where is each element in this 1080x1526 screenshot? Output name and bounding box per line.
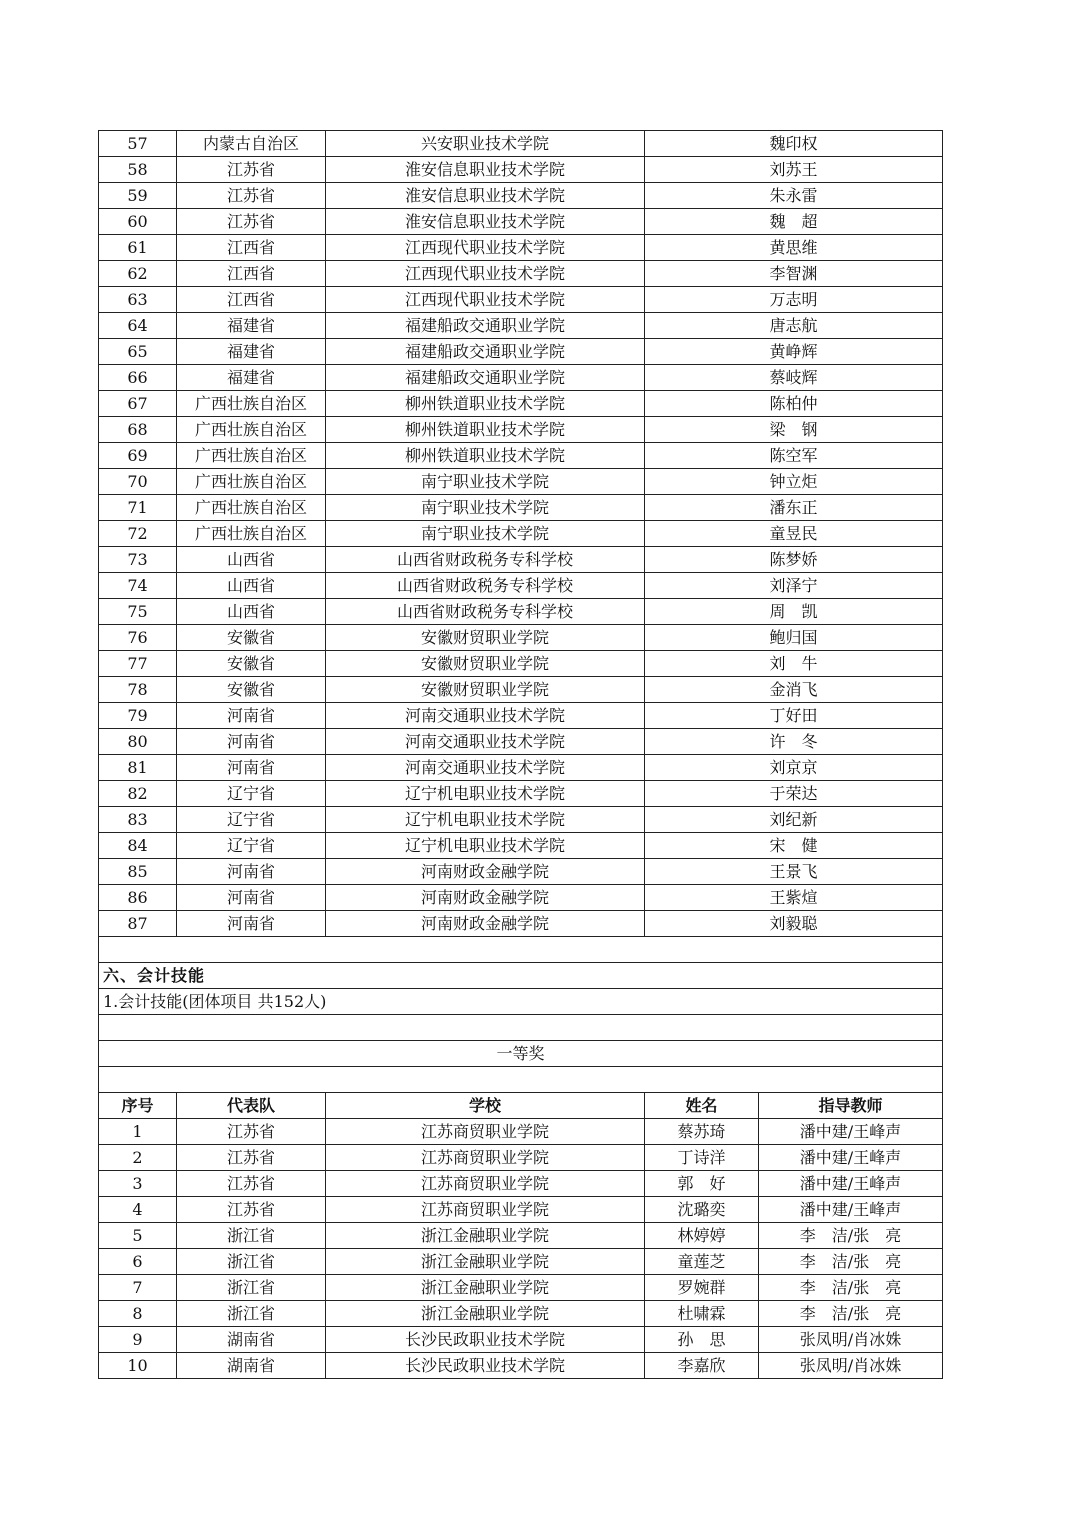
- cell-team: 广西壮族自治区: [177, 391, 326, 417]
- cell-name: 刘 牛: [645, 651, 943, 677]
- cell-team: 广西壮族自治区: [177, 417, 326, 443]
- header-no: 序号: [99, 1093, 177, 1119]
- cell-school: 浙江金融职业学院: [326, 1275, 645, 1301]
- cell-team: 浙江省: [177, 1301, 326, 1327]
- cell-team: 广西壮族自治区: [177, 443, 326, 469]
- cell-no: 58: [99, 157, 177, 183]
- cell-team: 河南省: [177, 859, 326, 885]
- cell-name: 丁好田: [645, 703, 943, 729]
- cell-school: 南宁职业技术学院: [326, 521, 645, 547]
- cell-name: 许 冬: [645, 729, 943, 755]
- cell-name: 刘苏王: [645, 157, 943, 183]
- cell-teacher: 张凤明/肖冰姝: [759, 1353, 943, 1379]
- cell-team: 广西壮族自治区: [177, 495, 326, 521]
- cell-name: 蔡岐辉: [645, 365, 943, 391]
- cell-no: 67: [99, 391, 177, 417]
- cell-team: 江苏省: [177, 1197, 326, 1223]
- table-row: [99, 1353, 943, 1379]
- cell-name: 杜啸霖: [645, 1301, 759, 1327]
- table-row: [99, 235, 943, 261]
- table-row: [99, 911, 943, 937]
- table-row: [99, 417, 943, 443]
- cell-team: 内蒙古自治区: [177, 131, 326, 157]
- table-row: [99, 677, 943, 703]
- cell-school: 江苏商贸职业学院: [326, 1119, 645, 1145]
- cell-school: 江西现代职业技术学院: [326, 287, 645, 313]
- cell-name: 于荣达: [645, 781, 943, 807]
- table-row: [99, 703, 943, 729]
- cell-team: 河南省: [177, 885, 326, 911]
- table-row: [99, 781, 943, 807]
- cell-name: 朱永雷: [645, 183, 943, 209]
- table-row: [99, 469, 943, 495]
- cell-team: 江西省: [177, 235, 326, 261]
- table-row: [99, 365, 943, 391]
- table-row: [99, 1119, 943, 1145]
- cell-name: 魏 超: [645, 209, 943, 235]
- cell-team: 福建省: [177, 313, 326, 339]
- table-row: [99, 833, 943, 859]
- cell-school: 安徽财贸职业学院: [326, 625, 645, 651]
- table-row: [99, 261, 943, 287]
- cell-school: 江西现代职业技术学院: [326, 261, 645, 287]
- cell-no: 10: [99, 1353, 177, 1379]
- cell-school: 江苏商贸职业学院: [326, 1197, 645, 1223]
- cell-team: 江苏省: [177, 209, 326, 235]
- cell-school: 辽宁机电职业技术学院: [326, 833, 645, 859]
- cell-name: 刘纪新: [645, 807, 943, 833]
- table-row: [99, 651, 943, 677]
- cell-team: 山西省: [177, 573, 326, 599]
- cell-school: 河南财政金融学院: [326, 885, 645, 911]
- cell-no: 74: [99, 573, 177, 599]
- cell-team: 福建省: [177, 339, 326, 365]
- cell-no: 73: [99, 547, 177, 573]
- cell-school: 山西省财政税务专科学校: [326, 573, 645, 599]
- cell-school: 淮安信息职业技术学院: [326, 183, 645, 209]
- cell-teacher: 潘中建/王峰声: [759, 1197, 943, 1223]
- cell-no: 4: [99, 1197, 177, 1223]
- table-row: [99, 495, 943, 521]
- table-row: [99, 183, 943, 209]
- cell-teacher: 李 洁/张 亮: [759, 1275, 943, 1301]
- table-2-header: [99, 1093, 943, 1119]
- cell-school: 河南财政金融学院: [326, 859, 645, 885]
- cell-no: 2: [99, 1145, 177, 1171]
- cell-no: 76: [99, 625, 177, 651]
- section-block: [99, 937, 943, 1119]
- table-row: [99, 391, 943, 417]
- cell-team: 辽宁省: [177, 781, 326, 807]
- cell-name: 童昱民: [645, 521, 943, 547]
- cell-name: 黄思维: [645, 235, 943, 261]
- cell-school: 安徽财贸职业学院: [326, 651, 645, 677]
- cell-team: 湖南省: [177, 1327, 326, 1353]
- cell-school: 江苏商贸职业学院: [326, 1145, 645, 1171]
- cell-no: 81: [99, 755, 177, 781]
- table-row: [99, 1301, 943, 1327]
- cell-school: 淮安信息职业技术学院: [326, 157, 645, 183]
- header-name: 姓名: [645, 1093, 759, 1119]
- table-row: [99, 313, 943, 339]
- blank-row: [99, 1067, 943, 1093]
- cell-name: 陈空军: [645, 443, 943, 469]
- table-2-body: [99, 1119, 943, 1379]
- cell-no: 59: [99, 183, 177, 209]
- cell-teacher: 潘中建/王峰声: [759, 1119, 943, 1145]
- cell-team: 河南省: [177, 755, 326, 781]
- cell-no: 80: [99, 729, 177, 755]
- cell-school: 浙江金融职业学院: [326, 1249, 645, 1275]
- cell-school: 福建船政交通职业学院: [326, 339, 645, 365]
- cell-name: 梁 钢: [645, 417, 943, 443]
- blank-row: [99, 1015, 943, 1041]
- cell-no: 61: [99, 235, 177, 261]
- cell-no: 63: [99, 287, 177, 313]
- cell-no: 62: [99, 261, 177, 287]
- cell-team: 江苏省: [177, 183, 326, 209]
- table-row: [99, 573, 943, 599]
- cell-school: 江苏商贸职业学院: [326, 1171, 645, 1197]
- cell-school: 兴安职业技术学院: [326, 131, 645, 157]
- cell-name: 鲍归国: [645, 625, 943, 651]
- cell-no: 72: [99, 521, 177, 547]
- cell-name: 孙 思: [645, 1327, 759, 1353]
- cell-team: 湖南省: [177, 1353, 326, 1379]
- table-row: [99, 1223, 943, 1249]
- cell-school: 淮安信息职业技术学院: [326, 209, 645, 235]
- table-row: [99, 131, 943, 157]
- cell-no: 78: [99, 677, 177, 703]
- cell-school: 福建船政交通职业学院: [326, 365, 645, 391]
- cell-team: 辽宁省: [177, 833, 326, 859]
- cell-name: 林婷婷: [645, 1223, 759, 1249]
- table-row: [99, 729, 943, 755]
- cell-no: 5: [99, 1223, 177, 1249]
- cell-no: 6: [99, 1249, 177, 1275]
- cell-no: 77: [99, 651, 177, 677]
- cell-name: 李智渊: [645, 261, 943, 287]
- table-1-body: [99, 131, 943, 937]
- cell-name: 黄峥辉: [645, 339, 943, 365]
- cell-name: 王紫煊: [645, 885, 943, 911]
- cell-team: 辽宁省: [177, 807, 326, 833]
- header-school: 学校: [326, 1093, 645, 1119]
- section-title: 六、会计技能: [99, 963, 943, 989]
- cell-name: 陈柏仲: [645, 391, 943, 417]
- cell-team: 河南省: [177, 729, 326, 755]
- table-row: [99, 1197, 943, 1223]
- cell-no: 8: [99, 1301, 177, 1327]
- cell-name: 周 凯: [645, 599, 943, 625]
- table-row: [99, 547, 943, 573]
- cell-teacher: 李 洁/张 亮: [759, 1249, 943, 1275]
- table-row: [99, 287, 943, 313]
- header-team: 代表队: [177, 1093, 326, 1119]
- cell-team: 河南省: [177, 703, 326, 729]
- cell-team: 山西省: [177, 599, 326, 625]
- document-page: [98, 130, 942, 1379]
- cell-teacher: 潘中建/王峰声: [759, 1145, 943, 1171]
- table-row: [99, 157, 943, 183]
- header-teacher: 指导教师: [759, 1093, 943, 1119]
- cell-name: 陈梦娇: [645, 547, 943, 573]
- cell-team: 江苏省: [177, 1119, 326, 1145]
- cell-team: 安徽省: [177, 677, 326, 703]
- cell-no: 71: [99, 495, 177, 521]
- cell-no: 75: [99, 599, 177, 625]
- table-row: [99, 339, 943, 365]
- cell-no: 83: [99, 807, 177, 833]
- cell-name: 王景飞: [645, 859, 943, 885]
- table-row: [99, 1171, 943, 1197]
- table-row: [99, 599, 943, 625]
- cell-team: 浙江省: [177, 1223, 326, 1249]
- cell-school: 南宁职业技术学院: [326, 495, 645, 521]
- cell-teacher: 李 洁/张 亮: [759, 1301, 943, 1327]
- cell-name: 钟立炬: [645, 469, 943, 495]
- cell-name: 潘东正: [645, 495, 943, 521]
- table-row: [99, 1275, 943, 1301]
- cell-school: 河南财政金融学院: [326, 911, 645, 937]
- cell-school: 河南交通职业技术学院: [326, 755, 645, 781]
- cell-school: 柳州铁道职业技术学院: [326, 443, 645, 469]
- table-row: [99, 885, 943, 911]
- cell-name: 郭 好: [645, 1171, 759, 1197]
- section-subtitle: 1.会计技能(团体项目 共152人): [99, 989, 943, 1015]
- table-row: [99, 209, 943, 235]
- cell-team: 安徽省: [177, 625, 326, 651]
- cell-no: 87: [99, 911, 177, 937]
- cell-team: 广西壮族自治区: [177, 469, 326, 495]
- cell-school: 长沙民政职业技术学院: [326, 1327, 645, 1353]
- cell-team: 河南省: [177, 911, 326, 937]
- cell-no: 86: [99, 885, 177, 911]
- cell-team: 江苏省: [177, 1145, 326, 1171]
- cell-name: 魏印权: [645, 131, 943, 157]
- cell-team: 安徽省: [177, 651, 326, 677]
- cell-no: 7: [99, 1275, 177, 1301]
- cell-team: 福建省: [177, 365, 326, 391]
- cell-no: 1: [99, 1119, 177, 1145]
- cell-no: 3: [99, 1171, 177, 1197]
- table-row: [99, 859, 943, 885]
- cell-no: 60: [99, 209, 177, 235]
- cell-school: 浙江金融职业学院: [326, 1301, 645, 1327]
- cell-team: 江苏省: [177, 157, 326, 183]
- cell-name: 李嘉欣: [645, 1353, 759, 1379]
- cell-team: 浙江省: [177, 1275, 326, 1301]
- cell-teacher: 李 洁/张 亮: [759, 1223, 943, 1249]
- cell-name: 宋 健: [645, 833, 943, 859]
- cell-name: 金消飞: [645, 677, 943, 703]
- cell-school: 柳州铁道职业技术学院: [326, 417, 645, 443]
- cell-team: 江西省: [177, 287, 326, 313]
- cell-school: 长沙民政职业技术学院: [326, 1353, 645, 1379]
- cell-no: 57: [99, 131, 177, 157]
- cell-no: 64: [99, 313, 177, 339]
- cell-name: 刘京京: [645, 755, 943, 781]
- cell-name: 刘毅聪: [645, 911, 943, 937]
- cell-no: 70: [99, 469, 177, 495]
- cell-no: 68: [99, 417, 177, 443]
- cell-school: 江西现代职业技术学院: [326, 235, 645, 261]
- cell-name: 沈璐奕: [645, 1197, 759, 1223]
- cell-no: 79: [99, 703, 177, 729]
- cell-no: 82: [99, 781, 177, 807]
- cell-no: 85: [99, 859, 177, 885]
- cell-school: 安徽财贸职业学院: [326, 677, 645, 703]
- cell-school: 南宁职业技术学院: [326, 469, 645, 495]
- cell-school: 柳州铁道职业技术学院: [326, 391, 645, 417]
- table-row: [99, 625, 943, 651]
- table-row: [99, 807, 943, 833]
- cell-no: 65: [99, 339, 177, 365]
- cell-team: 浙江省: [177, 1249, 326, 1275]
- cell-name: 万志明: [645, 287, 943, 313]
- cell-school: 山西省财政税务专科学校: [326, 599, 645, 625]
- cell-teacher: 潘中建/王峰声: [759, 1171, 943, 1197]
- table-row: [99, 1145, 943, 1171]
- cell-name: 刘泽宁: [645, 573, 943, 599]
- table-row: [99, 1249, 943, 1275]
- cell-team: 山西省: [177, 547, 326, 573]
- table-row: [99, 1327, 943, 1353]
- cell-school: 辽宁机电职业技术学院: [326, 781, 645, 807]
- table-row: [99, 521, 943, 547]
- cell-school: 福建船政交通职业学院: [326, 313, 645, 339]
- cell-name: 蔡苏琦: [645, 1119, 759, 1145]
- table-row: [99, 443, 943, 469]
- cell-school: 河南交通职业技术学院: [326, 703, 645, 729]
- cell-no: 84: [99, 833, 177, 859]
- cell-no: 9: [99, 1327, 177, 1353]
- cell-name: 童莲芝: [645, 1249, 759, 1275]
- cell-team: 江苏省: [177, 1171, 326, 1197]
- cell-school: 河南交通职业技术学院: [326, 729, 645, 755]
- blank-row: [99, 937, 943, 963]
- cell-school: 辽宁机电职业技术学院: [326, 807, 645, 833]
- cell-name: 丁诗洋: [645, 1145, 759, 1171]
- award-title: 一等奖: [99, 1041, 943, 1067]
- cell-name: 罗婉群: [645, 1275, 759, 1301]
- cell-name: 唐志航: [645, 313, 943, 339]
- cell-no: 69: [99, 443, 177, 469]
- cell-school: 浙江金融职业学院: [326, 1223, 645, 1249]
- cell-no: 66: [99, 365, 177, 391]
- cell-school: 山西省财政税务专科学校: [326, 547, 645, 573]
- cell-team: 广西壮族自治区: [177, 521, 326, 547]
- cell-team: 江西省: [177, 261, 326, 287]
- cell-teacher: 张凤明/肖冰姝: [759, 1327, 943, 1353]
- results-table: [98, 130, 943, 1379]
- table-row: [99, 755, 943, 781]
